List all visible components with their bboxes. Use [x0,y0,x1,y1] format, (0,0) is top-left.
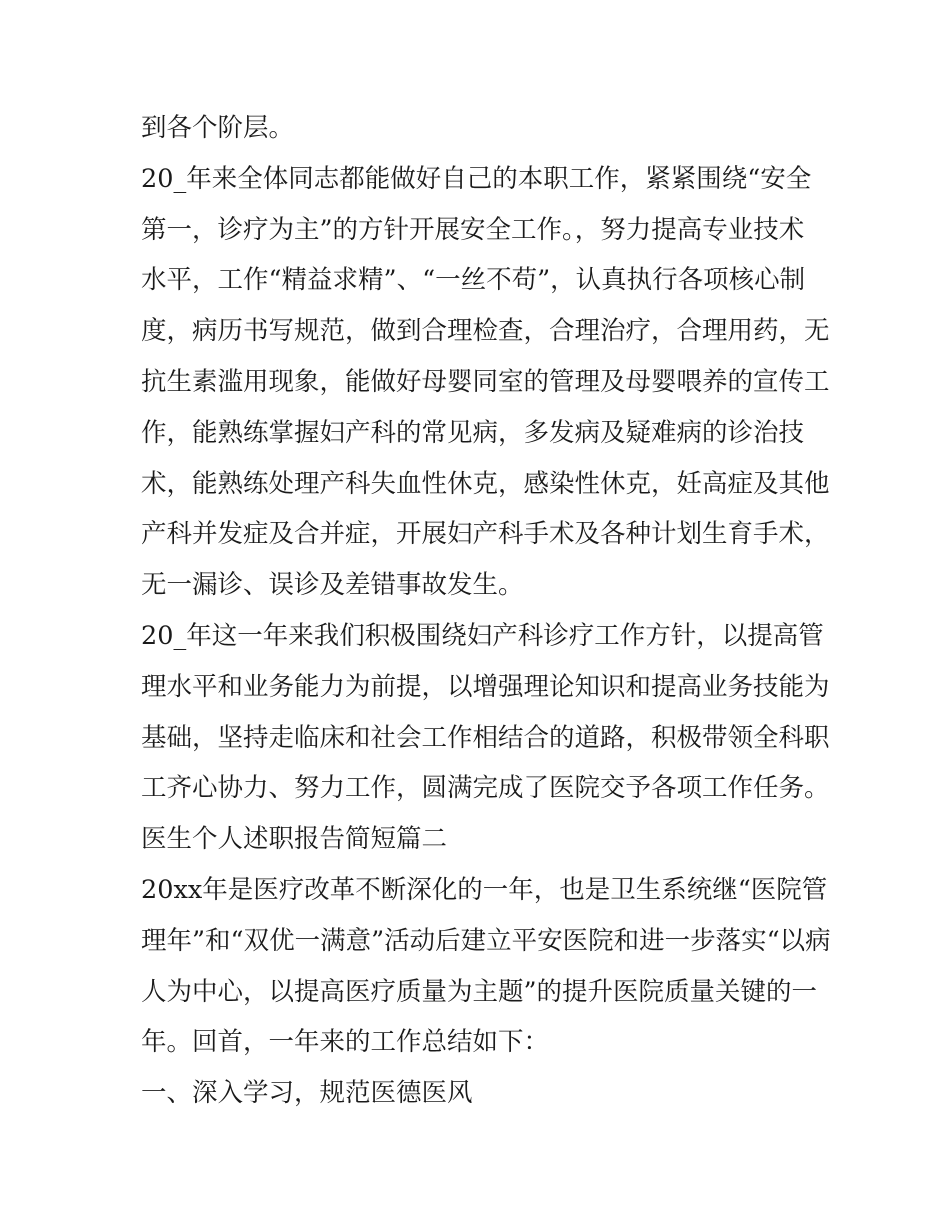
text-line: 第一，诊疗为主”的方针开展安全工作。，努力提高专业技术 [141,214,805,245]
section-heading: 医生个人述职报告简短篇二 [141,824,448,855]
text-line: 无一漏诊、误诊及差错事故发生。 [141,570,524,601]
text-line: 度，病历书写规范，做到合理检查，合理治疗，合理用药，无 [141,316,830,347]
text-line: 20xx年是医疗改革不断深化的一年，也是卫生系统继“医院管 [141,874,828,905]
text-line: 理水平和业务能力为前提，以增强理论知识和提高业务技能为 [141,671,830,702]
text-line: 基础，坚持走临床和社会工作相结合的道路，积极带领全科职 [141,722,830,753]
text-line: 水平，工作“精益求精”、“一丝不苟”，认真执行各项核心制 [141,265,806,296]
text-line: 20_年这一年来我们积极围绕妇产科诊疗工作方针，以提高管 [141,620,824,651]
text-line: 术，能熟练处理产科失血性休克，感染性休克，妊高症及其他 [141,468,830,499]
text-line: 20_年来全体同志都能做好自己的本职工作，紧紧围绕“安全 [141,163,812,194]
document-body [141,103,831,1119]
text-line: 工齐心协力、努力工作，圆满完成了医院交予各项工作任务。 [141,773,830,804]
text-line: 年。回首，一年来的工作总结如下： [141,1027,550,1058]
text-line: 抗生素滥用现象，能做好母婴同室的管理及母婴喂养的宣传工 [141,366,830,397]
text-line: 理年”和“双优一满意”活动后建立平安医院和进一步落实“以病 [141,925,831,956]
text-line: 人为中心，以提高医疗质量为主题”的提升医院质量关键的一 [141,976,818,1007]
subsection-heading: 一、深入学习，规范医德医风 [141,1078,473,1109]
text-line: 作，能熟练掌握妇产科的常见病，多发病及疑难病的诊治技 [141,417,805,448]
text-line: 产科并发症及合并症，开展妇产科手术及各种计划生育手术， [141,519,830,550]
text-line: 到各个阶层。 [141,113,295,143]
